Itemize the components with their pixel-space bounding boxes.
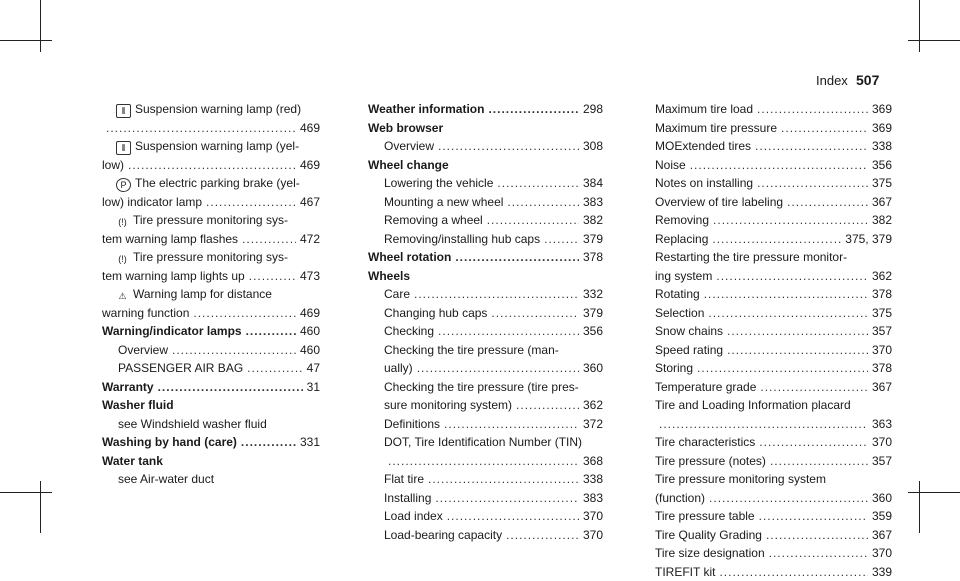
page-ref[interactable]: 338 — [872, 137, 892, 156]
index-entry[interactable]: Replacing ..... 375, 379 — [655, 230, 892, 249]
page-ref[interactable]: 370 — [872, 341, 892, 360]
page-ref[interactable]: 382 — [583, 211, 603, 230]
parking-brake-icon: P — [116, 178, 131, 192]
page-ref[interactable]: 379 — [583, 304, 603, 323]
index-entry[interactable]: Selection ..... 375 — [655, 304, 892, 323]
index-entry[interactable] — [655, 415, 892, 434]
page-ref[interactable]: 359 — [872, 507, 892, 526]
page-ref[interactable]: 378 — [583, 248, 603, 267]
index-entry[interactable]: Tire Quality Grading ..... 367 — [655, 526, 892, 545]
page-ref[interactable]: 372 — [583, 415, 603, 434]
page-ref[interactable]: 375 — [872, 304, 892, 323]
page-ref[interactable]: 384 — [583, 174, 603, 193]
suspension-warning-icon: ⦀ — [116, 104, 131, 118]
page-ref[interactable]: 460 — [300, 322, 320, 341]
page-ref[interactable]: 473 — [300, 267, 320, 286]
page-ref[interactable]: 378 — [872, 359, 892, 378]
index-entry[interactable]: Installing ..... 383 — [368, 489, 603, 508]
index-entry[interactable]: Tire pressure (notes) ..... 357 — [655, 452, 892, 471]
index-entry[interactable]: tem warning lamp lights up ..... 473 — [102, 267, 320, 286]
index-entry[interactable]: sure monitoring system) ..... 362 — [368, 396, 603, 415]
page-ref[interactable]: 368 — [583, 452, 603, 471]
page-ref[interactable]: 298 — [583, 100, 603, 119]
index-heading: Wheel change — [368, 156, 603, 175]
page-ref[interactable]: 367 — [872, 378, 892, 397]
page-ref[interactable]: 469 — [300, 304, 320, 323]
crop-mark — [908, 40, 960, 41]
page-ref[interactable]: 382 — [872, 211, 892, 230]
page-ref[interactable]: 383 — [583, 193, 603, 212]
index-entry[interactable]: Checking the tire pressure (tire pres- — [368, 378, 603, 397]
page-ref[interactable]: 370 — [872, 544, 892, 563]
page-ref[interactable]: 378 — [872, 285, 892, 304]
page-ref[interactable]: 357 — [872, 452, 892, 471]
index-entry[interactable]: Mounting a new wheel ..... 383 — [368, 193, 603, 212]
index-cross-reference[interactable]: see Air-water duct — [102, 470, 320, 489]
index-entry[interactable]: Temperature grade ..... 367 — [655, 378, 892, 397]
index-column-3 — [655, 100, 892, 581]
crop-mark — [40, 0, 41, 52]
index-entry[interactable]: ⦀ Suspension warning lamp (red) — [102, 100, 320, 119]
index-heading[interactable]: Warranty ..... 31 — [102, 378, 320, 397]
index-entry[interactable]: ⦀ Suspension warning lamp (yel- — [102, 137, 320, 156]
index-heading: Water tank — [102, 452, 320, 471]
page-number: 507 — [856, 72, 879, 88]
tire-pressure-icon: (!) — [116, 253, 129, 265]
index-entry[interactable]: Speed rating ..... 370 — [655, 341, 892, 360]
index-entry[interactable]: Overview ..... 460 — [102, 341, 320, 360]
index-entry[interactable]: tem warning lamp flashes ..... 472 — [102, 230, 320, 249]
index-entry[interactable]: TIREFIT kit ..... 339 — [655, 563, 892, 581]
index-entry[interactable]: low) indicator lamp ..... 467 — [102, 193, 320, 212]
index-heading: Washer fluid — [102, 396, 320, 415]
index-heading[interactable]: Weather information ..... 298 — [368, 100, 603, 119]
crop-mark — [40, 481, 41, 533]
page-ref[interactable]: 362 — [583, 396, 603, 415]
page-ref[interactable]: 356 — [583, 322, 603, 341]
crop-mark — [919, 481, 920, 533]
index-entry[interactable]: (!) Tire pressure monitoring sys- — [102, 211, 320, 230]
index-entry[interactable]: Rotating ..... 378 — [655, 285, 892, 304]
page-ref[interactable]: 308 — [583, 137, 603, 156]
index-entry[interactable]: P The electric parking brake (yel- — [102, 174, 320, 193]
index-entry[interactable]: Tire and Loading Information placard — [655, 396, 892, 415]
page-ref[interactable]: 369 — [872, 100, 892, 119]
index-entry[interactable]: ⚠ Warning lamp for distance — [102, 285, 320, 304]
index-entry[interactable]: ing system ..... 362 — [655, 267, 892, 286]
index-entry[interactable]: Tire pressure table ..... 359 — [655, 507, 892, 526]
index-entry[interactable]: Maximum tire pressure ..... 369 — [655, 119, 892, 138]
suspension-warning-icon: ⦀ — [116, 141, 131, 155]
index-entry[interactable]: Removing ..... 382 — [655, 211, 892, 230]
index-entry[interactable]: Overview ..... 308 — [368, 137, 603, 156]
index-entry[interactable]: (function) ..... 360 — [655, 489, 892, 508]
index-entry[interactable]: Changing hub caps ..... 379 — [368, 304, 603, 323]
index-entry[interactable]: Removing a wheel ..... 382 — [368, 211, 603, 230]
index-entry[interactable]: PASSENGER AIR BAG ..... 47 — [102, 359, 320, 378]
index-entry[interactable]: Removing/installing hub caps ..... 379 — [368, 230, 603, 249]
page-ref[interactable]: 47 — [307, 359, 320, 378]
page-ref[interactable]: 472 — [300, 230, 320, 249]
tire-pressure-icon: (!) — [116, 216, 129, 228]
page-ref[interactable]: 363 — [872, 415, 892, 434]
distance-warning-icon: ⚠ — [116, 290, 129, 302]
index-heading[interactable]: Wheel rotation ..... 378 — [368, 248, 603, 267]
page-ref[interactable]: 360 — [872, 489, 892, 508]
crop-mark — [0, 492, 52, 493]
index-entry[interactable]: Load-bearing capacity ..... 370 — [368, 526, 603, 545]
index-entry[interactable]: Tire characteristics ..... 370 — [655, 433, 892, 452]
index-entry[interactable]: low) ..... 469 — [102, 156, 320, 175]
page-ref[interactable]: 339 — [872, 563, 892, 581]
page-ref[interactable]: 367 — [872, 526, 892, 545]
page-ref[interactable]: 338 — [583, 470, 603, 489]
index-entry[interactable]: Notes on installing ..... 375 — [655, 174, 892, 193]
page-ref[interactable]: 356 — [872, 156, 892, 175]
page-ref[interactable]: 375 — [872, 174, 892, 193]
index-entry[interactable]: DOT, Tire Identification Number (TIN) — [368, 433, 603, 452]
index-entry[interactable] — [102, 119, 320, 138]
page-ref[interactable]: 467 — [300, 193, 320, 212]
index-entry[interactable]: Flat tire ..... 338 — [368, 470, 603, 489]
index-heading[interactable]: Warning/indicator lamps ..... 460 — [102, 322, 320, 341]
page-ref[interactable]: 370 — [583, 526, 603, 545]
index-heading: Wheels — [368, 267, 603, 286]
index-entry[interactable]: Load index ..... 370 — [368, 507, 603, 526]
page-ref[interactable]: 460 — [300, 341, 320, 360]
index-entry[interactable]: warning function ..... 469 — [102, 304, 320, 323]
index-entry[interactable]: (!) Tire pressure monitoring sys- — [102, 248, 320, 267]
index-entry[interactable]: Checking the tire pressure (man- — [368, 341, 603, 360]
page-ref[interactable]: 383 — [583, 489, 603, 508]
page-ref[interactable]: 357 — [872, 322, 892, 341]
page-ref[interactable]: 360 — [583, 359, 603, 378]
page-ref[interactable]: 369 — [872, 119, 892, 138]
index-entry[interactable]: Checking ..... 356 — [368, 322, 603, 341]
page-ref[interactable]: 469 — [300, 156, 320, 175]
index-entry[interactable]: Tire size designation ..... 370 — [655, 544, 892, 563]
page-ref[interactable]: 469 — [300, 119, 320, 138]
index-entry[interactable] — [368, 452, 603, 471]
crop-mark — [919, 0, 920, 52]
header-label: Index — [816, 73, 848, 88]
index-column-2 — [368, 100, 603, 544]
page-ref[interactable]: 375, 379 — [845, 230, 892, 249]
index-entry[interactable]: Snow chains ..... 357 — [655, 322, 892, 341]
page-ref[interactable]: 331 — [300, 433, 320, 452]
index-heading: Web browser — [368, 119, 603, 138]
index-entry[interactable]: Definitions ..... 372 — [368, 415, 603, 434]
crop-mark — [0, 40, 52, 41]
index-entry[interactable]: Tire pressure monitoring system — [655, 470, 892, 489]
page-ref[interactable]: 370 — [583, 507, 603, 526]
page-ref[interactable]: 367 — [872, 193, 892, 212]
page-ref[interactable]: 379 — [583, 230, 603, 249]
index-cross-reference[interactable]: see Windshield washer fluid — [102, 415, 320, 434]
index-heading[interactable]: Washing by hand (care) ..... 331 — [102, 433, 320, 452]
page-ref[interactable]: 31 — [307, 378, 320, 397]
index-entry[interactable]: Maximum tire load ..... 369 — [655, 100, 892, 119]
index-entry[interactable]: Overview of tire labeling ..... 367 — [655, 193, 892, 212]
index-entry[interactable]: Noise ..... 356 — [655, 156, 892, 175]
index-entry[interactable]: MOExtended tires ..... 338 — [655, 137, 892, 156]
page-ref[interactable]: 370 — [872, 433, 892, 452]
index-entry[interactable]: Restarting the tire pressure monitor- — [655, 248, 892, 267]
crop-mark — [908, 492, 960, 493]
page-ref[interactable]: 362 — [872, 267, 892, 286]
index-column-1 — [102, 100, 320, 489]
index-entry[interactable]: Care ..... 332 — [368, 285, 603, 304]
page-ref[interactable]: 332 — [583, 285, 603, 304]
index-entry[interactable]: ually) ..... 360 — [368, 359, 603, 378]
index-entry[interactable]: Lowering the vehicle ..... 384 — [368, 174, 603, 193]
index-entry[interactable]: Storing ..... 378 — [655, 359, 892, 378]
